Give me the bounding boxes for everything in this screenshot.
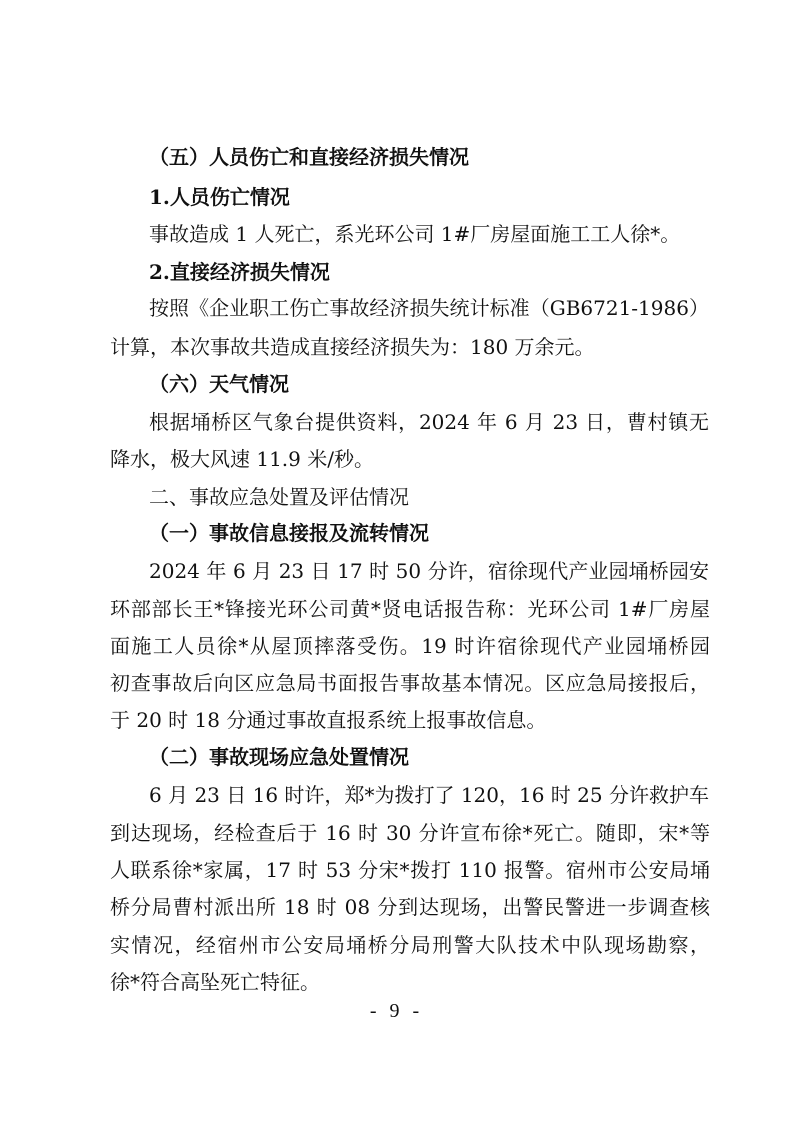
section-heading-weather: （六）天气情况 [149,372,289,396]
subheading-economic-loss: 2.直接经济损失情况 [149,260,330,284]
paragraph-line: 根据埇桥区气象台提供资料，2024 年 6 月 23 日，曹村镇无 [149,410,709,434]
paragraph-line: 面施工人员徐*从屋顶摔落受伤。19 时许宿徐现代产业园埇桥园 [110,634,710,658]
paragraph-line: 桥分局曹村派出所 18 时 08 分到达现场，出警民警进一步调查核 [110,895,710,919]
paragraph-line: 人联系徐*家属，17 时 53 分宋*拨打 110 报警。宿州市公安局埇 [110,858,710,882]
section-heading-casualties-losses: （五）人员伤亡和直接经济损失情况 [149,145,469,169]
section-heading-onsite-response: （二）事故现场应急处置情况 [149,745,409,769]
paragraph-line: 环部部长王*锋接光环公司黄*贤电话报告称：光环公司 1#厂房屋 [110,597,710,621]
paragraph-line: 6 月 23 日 16 时许，郑*为拨打了 120，16 时 25 分许救护车 [149,783,709,807]
paragraph-line: 初查事故后向区应急局书面报告事故基本情况。区应急局接报后， [110,671,710,695]
paragraph-line: 2024 年 6 月 23 日 17 时 50 分许，宿徐现代产业园埇桥园安 [149,559,709,583]
chapter-heading-emergency-response: 二、事故应急处置及评估情况 [149,485,409,509]
paragraph-line: 于 20 时 18 分通过事故直报系统上报事故信息。 [110,708,547,732]
paragraph-line: 徐*符合高坠死亡特征。 [110,970,320,994]
paragraph-line: 按照《企业职工伤亡事故经济损失统计标准（GB6721-1986） [149,296,709,320]
paragraph-line: 降水，极大风速 11.9 米/秒。 [110,447,374,471]
section-heading-info-reporting: （一）事故信息接报及流转情况 [149,521,429,545]
paragraph-line: 事故造成 1 人死亡，系光环公司 1#厂房屋面施工工人徐*。 [149,222,681,246]
page-number: - 9 - [369,1000,424,1022]
paragraph-line: 计算，本次事故共造成直接经济损失为：180 万余元。 [110,335,595,359]
paragraph-line: 到达现场，经检查后于 16 时 30 分许宣布徐*死亡。随即，宋*等 [110,821,710,845]
subheading-casualties: 1.人员伤亡情况 [149,185,290,209]
paragraph-line: 实情况，经宿州市公安局埇桥分局刑警大队技术中队现场勘察， [110,933,710,957]
